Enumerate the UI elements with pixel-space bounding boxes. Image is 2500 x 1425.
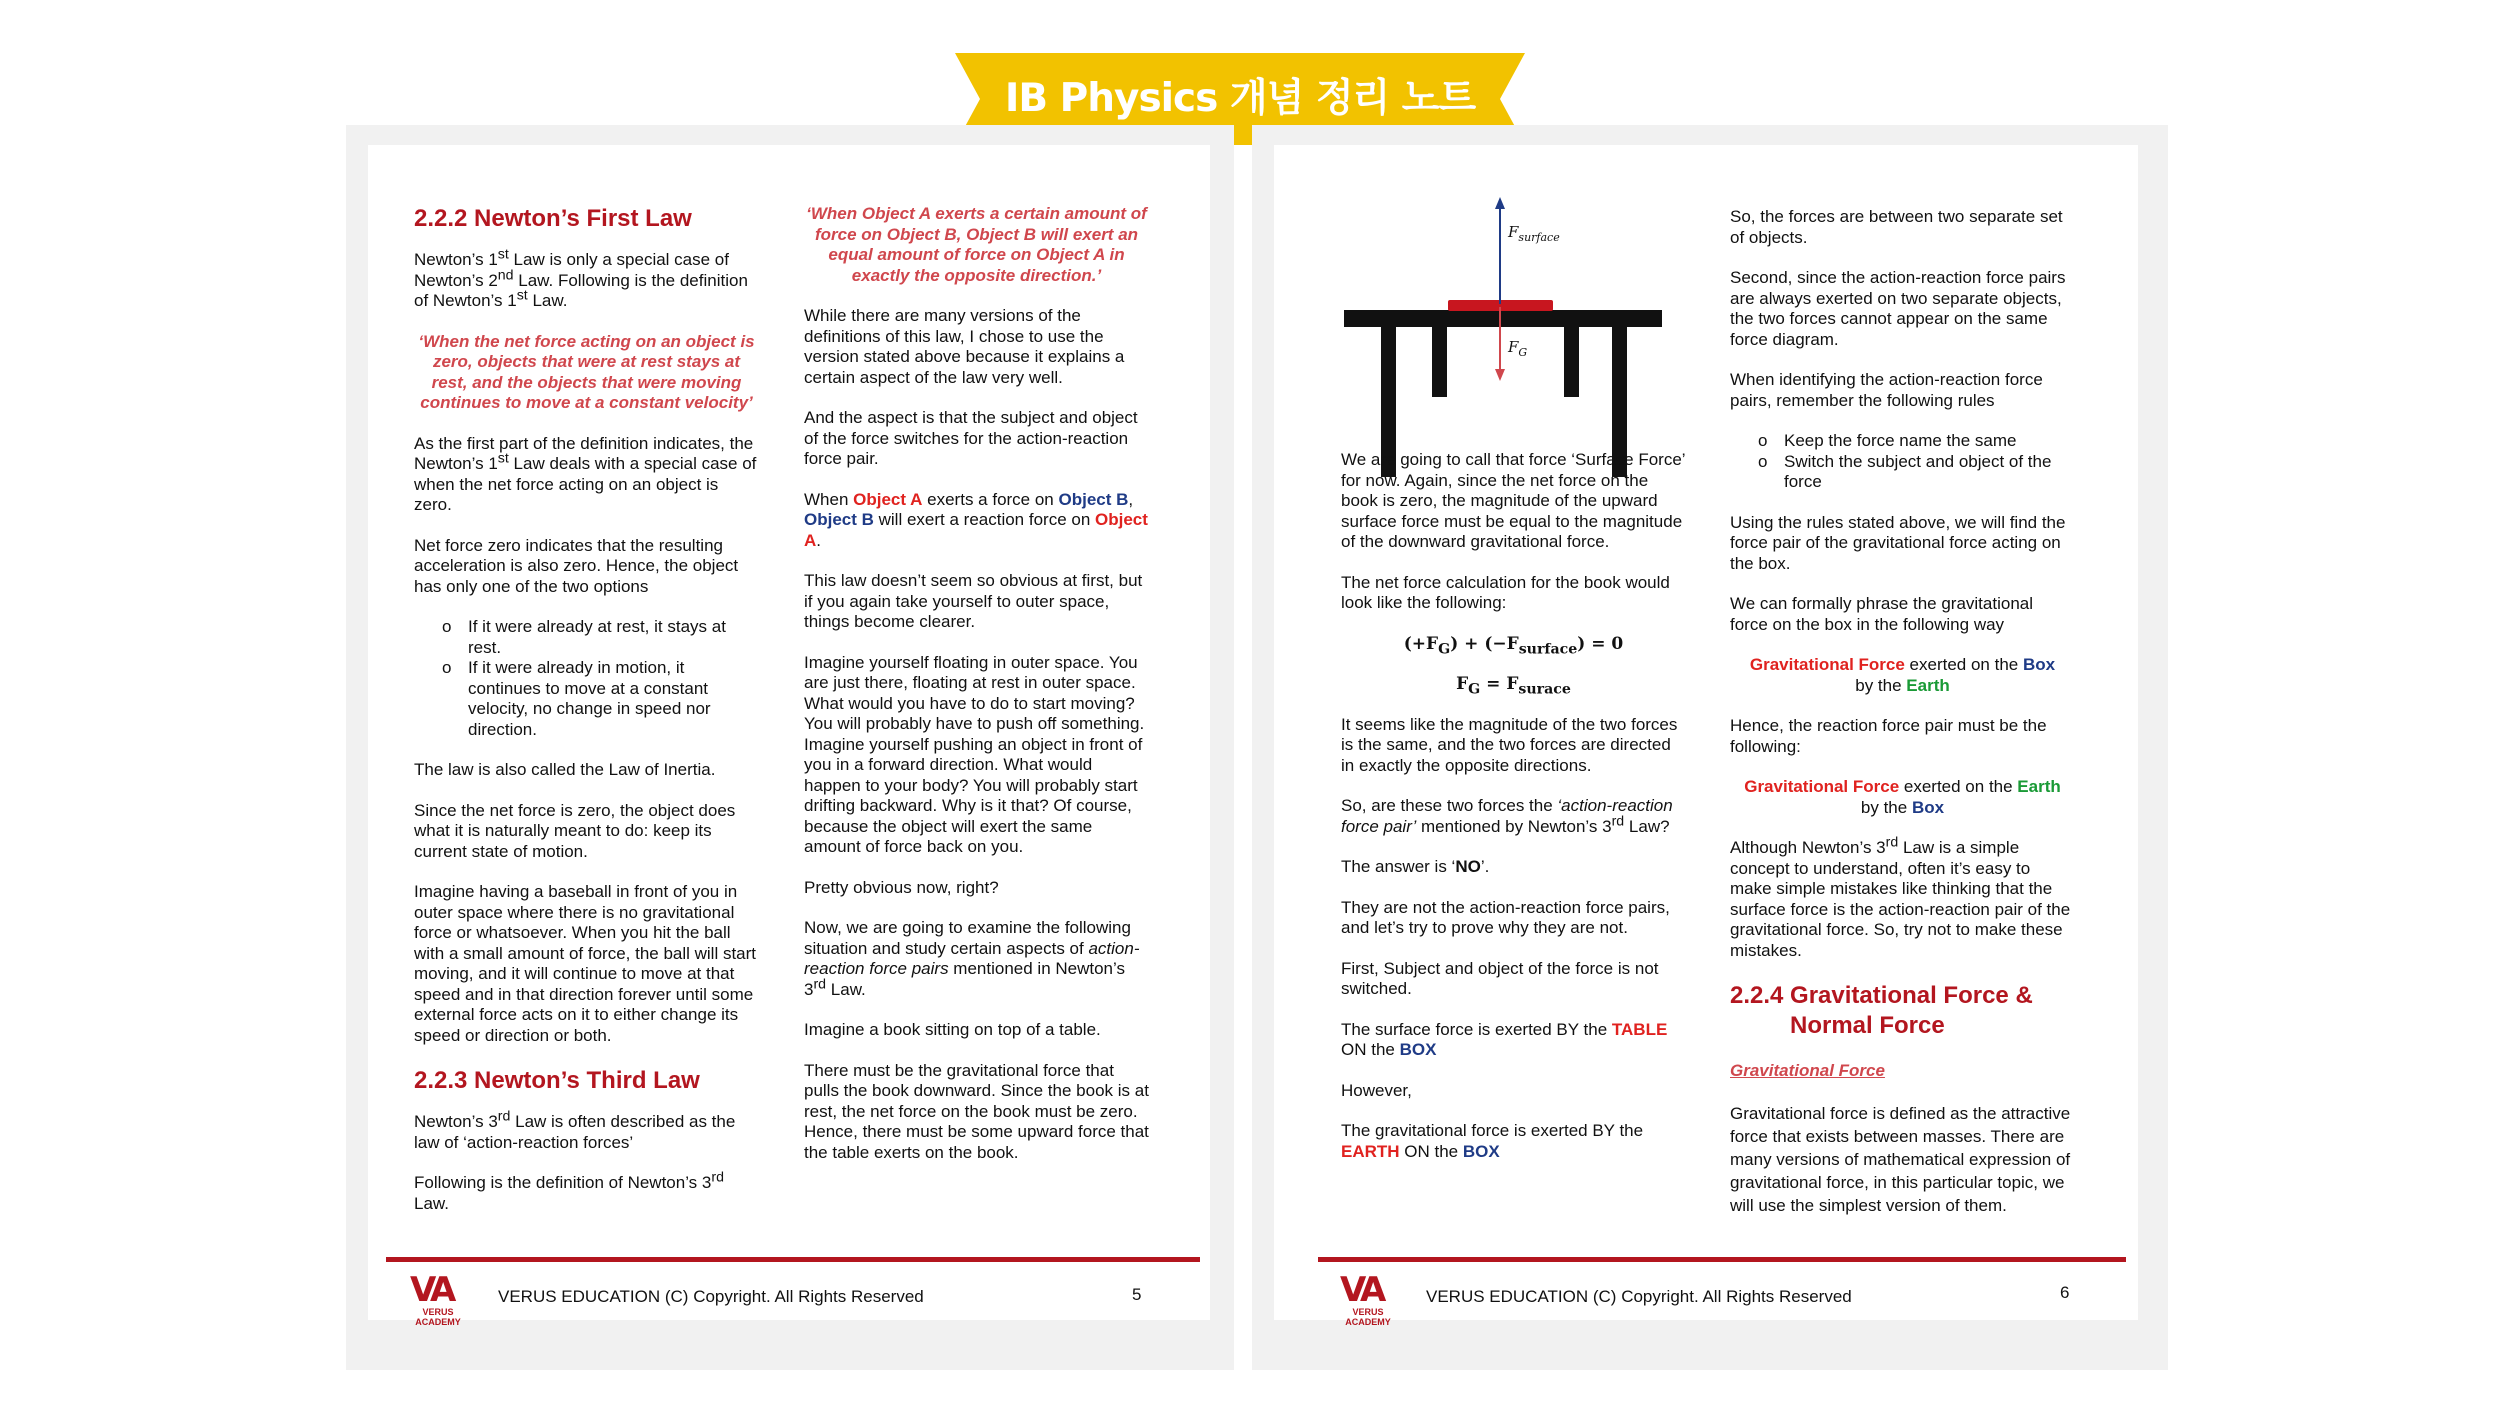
paragraph: First, Subject and object of the force is not switched. [1341,958,1659,998]
bullet-icon: o [442,617,452,636]
left-page-column-2 [804,204,1149,1183]
paragraph: Newton’s 1st Law is only a special case of Newton’s 2nd Law. Following is the definition of Newton’s 1st Law. [414,246,748,310]
paragraph: However, [1341,1080,1412,1100]
paragraph: The surface force is exerted BY the TABLE ON the BOX [1341,1019,1668,1059]
paragraph: Although Newton’s 3rd Law is a simple concept to understand, often it’s easy to make simple mistakes like thinking that the surface force is the action-reaction pair of the gravitational force. So, try not to make these mistakes. [1730,834,2071,960]
paragraph: Since the net force is zero, the object does what it is naturally meant to do: keep its current state of motion. [414,800,736,861]
arrowhead-up-icon [1495,197,1505,209]
paragraph: It seems like the magnitude of the two forces is the same, and the two forces are directed in exactly the opposite directions. [1341,714,1678,775]
equation: $(+F_G) + (-F_{surface}) = 0$ [1403,633,1624,657]
logo-mark: VA [1340,1270,1383,1310]
left-page [368,145,1210,1327]
paragraph: This law doesn’t seem so obvious at first, but if you again take yourself to outer space, things become clearer. [804,571,1143,631]
bullet-icon: o [1758,451,1768,471]
bullet-icon: o [442,658,452,677]
list-item: o Switch the subject and object of the force [1758,451,2052,491]
paragraph: We can formally phrase the gravitational force on the box in the following way [1730,594,2034,634]
right-page-column-1 [1341,450,1686,1182]
equation: $F_G = F_{surace}$ [1456,674,1571,698]
paragraph: So, the forces are between two separate set of objects. [1730,207,2063,247]
paragraph: The law is also called the Law of Inertia. [414,760,716,779]
right-page [1274,145,2138,1327]
section-heading: 2.2.3 Newton’s Third Law [414,1067,700,1094]
logo-mark: VA [410,1270,453,1310]
paragraph: Newton’s 3rd Law is often described as the law of ‘action-reaction forces’ [414,1108,736,1152]
verus-academy-logo: VA VERUS ACADEMY [1340,1273,1396,1327]
paragraph: And the aspect is that the subject and object of the force switches for the action-reaction force pair. [804,408,1138,468]
page-number: 6 [2060,1283,2070,1302]
paragraph: There must be the gravitational force that pulls the book downward. Since the book is at rest, the net force on the book must be zero. Hence, there must be some upward force that the table exerts on the book. [804,1060,1149,1162]
paragraph: Second, since the action-reaction force pairs are always exerted on two separate objects, the two forces cannot appear on the same force diagram. [1730,268,2066,349]
section-heading: 2.2.4 Gravitational Force & Normal Force [1730,982,2033,1039]
table-leg [1564,327,1579,397]
banner-title: IB Physics 개념 정리 노트 [1004,76,1476,121]
list-item: o Keep the force name the same [1758,431,2017,450]
bullet-icon: o [1758,431,1768,450]
paragraph: Now, we are going to examine the following situation and study certain aspects of action-reaction force pairs mentioned in Newton’s 3rd Law. [804,918,1140,999]
table-leg [1432,327,1447,397]
arrowhead-down-icon [1495,369,1505,381]
paragraph: Net force zero indicates that the resulting acceleration is also zero. Hence, the object has only one of the two options [414,535,739,596]
paragraph: Gravitational force is defined as the attractive force that exists between masses. There are many versions of mathematical expression of gravitational force, in this particular topic, we will use the simplest version of them. [1730,1103,2071,1215]
page-number: 5 [1132,1285,1142,1304]
options-list [414,617,759,740]
verus-academy-logo: VA VERUS ACADEMY [410,1273,466,1327]
paragraph: When Object A exerts a force on Object B, Object B will exert a reaction force on Object A. [804,489,1148,550]
table-top [1344,310,1662,327]
footer-divider [1318,1257,2126,1262]
paragraph: Using the rules stated above, we will find the force pair of the gravitational force acting on the box. [1730,512,2066,573]
paragraph: The answer is ‘NO’. [1341,857,1490,876]
list-item: o If it were already at rest, it stays at rest. [442,617,726,657]
paragraph: The gravitational force is exerted BY the EARTH ON the BOX [1341,1121,1644,1161]
footer-divider [386,1257,1200,1262]
paragraph: We are going to call that force ‘Surface Force’ for now. Again, since the net force on the book is zero, the magnitude of the upward surface force must be equal to the magnitude of the downward gravitational force. [1341,450,1685,551]
paragraph: Imagine yourself floating in outer space. You are just there, floating at rest in outer space. What would you have to do to start moving? You will probably have to push off something. Imagine yourself pushing an object in front of you in a forward direction. What would happen to your body? You will probably start drifting backward. Why is it that? Of course, because the object will exert the same amount of force back on you. [804,652,1145,856]
rules-list [1730,431,2075,493]
paragraph: They are not the action-reaction force pairs, and let’s try to prove why they are not. [1341,897,1670,937]
paragraph: Imagine having a baseball in front of you in outer space where there is no gravitational force or whatsoever. When you hit the ball with a small amount of force, the ball will start moving, and it will continue to move at that speed and in that direction forever until some external force acts on it to either change its speed or direction or both. [414,882,757,1045]
subsection-link[interactable]: Gravitational Force [1730,1061,1885,1080]
force-statement: Gravitational Force exerted on the Earth by the Box [1744,777,2061,817]
list-item: o If it were already in motion, it continues to move at a constant velocity, no change in speed nor direction. [442,658,711,739]
force-statement: Gravitational Force exerted on the Box by the Earth [1749,655,2056,695]
footer-copyright: VERUS EDUCATION (C) Copyright. All Rights Reserved [498,1287,924,1306]
paragraph: As the first part of the definition indicates, the Newton’s 1st Law deals with a special case of when the net force acting on an object is zero. [414,433,757,514]
footer-copyright: VERUS EDUCATION (C) Copyright. All Rights Reserved [1426,1287,1852,1306]
paragraph: Imagine a book sitting on top of a table. [804,1020,1101,1039]
paragraph: Hence, the reaction force pair must be the following: [1730,716,2047,756]
definition-quote: ‘When the net force acting on an object is zero, objects that were at rest stays at rest, and the objects that were moving continues to move at a constant velocity’ [418,331,755,412]
paragraph: When identifying the action-reaction force pairs, remember the following rules [1730,370,2043,410]
paragraph: While there are many versions of the definitions of this law, I chose to use the version stated above because it explains a certain aspect of the law very well. [804,306,1125,387]
paragraph: So, are these two forces the ‘action-reaction force pair’ mentioned by Newton’s 3rd Law? [1341,796,1673,836]
paragraph: Following is the definition of Newton’s 3rd Law. [414,1169,724,1213]
paragraph: Pretty obvious now, right? [804,877,999,897]
f-g-label: $F_G$ [1508,338,1528,359]
section-heading: 2.2.2 Newton’s First Law [414,205,692,232]
paragraph: The net force calculation for the book would look like the following: [1341,572,1670,612]
definition-quote: ‘When Object A exerts a certain amount of force on Object B, Object B will exert an equal amount of force on Object A in exactly the opposite direction.’ [806,204,1147,285]
f-surface-label: $F_{surface}$ [1508,223,1560,244]
left-page-column-1 [414,204,759,1234]
right-page-column-2 [1730,207,2075,1237]
